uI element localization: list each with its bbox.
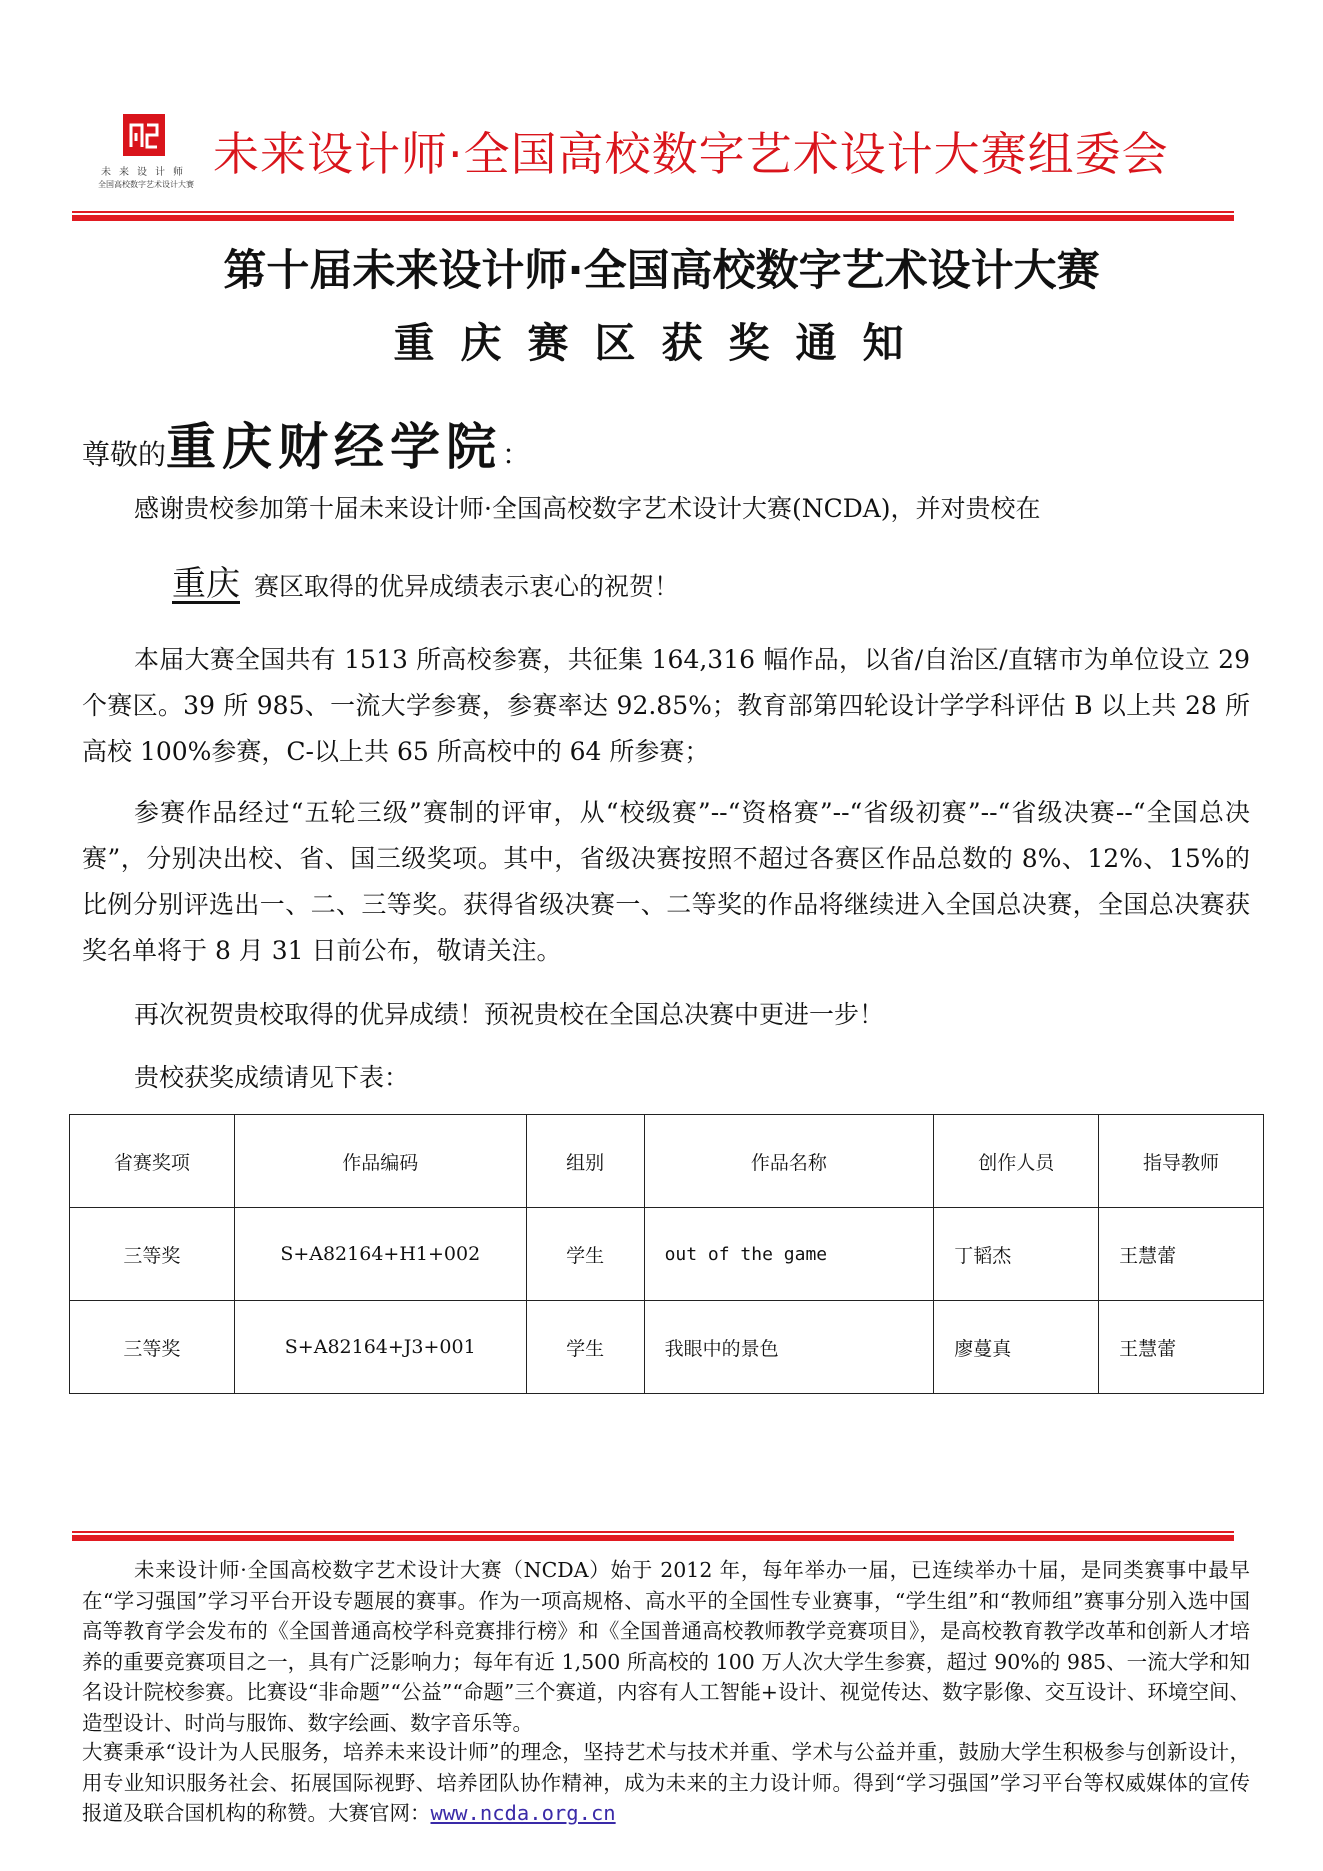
cell-code: S+A82164+H1+002: [234, 1208, 526, 1301]
paragraph-thanks: 感谢贵校参加第十届未来设计师·全国高校数字艺术设计大赛(NCDA)，并对贵校在: [134, 494, 1041, 523]
footer-rule-thick: [72, 1535, 1234, 1541]
header-creator: 创作人员: [934, 1115, 1099, 1208]
footer-mission-text: 大赛秉承“设计为人民服务，培养未来设计师”的理念，坚持艺术与技术并重、学术与公益并重，鼓励大学生积极参与创新设计，用专业知识服务社会、拓展国际视野、培养团队协作精神，成为未来的主力设计师。得到“学习强国”学习平台等权威媒体的宣传报道及联合国机构的称赞。大赛官网：: [82, 1740, 1250, 1825]
notice-title: 第十届未来设计师·全国高校数字艺术设计大赛: [223, 246, 1100, 296]
organizer-title: 未来设计师·全国高校数字艺术设计大赛组委会: [213, 127, 1169, 181]
salutation-suffix: ：: [502, 438, 531, 471]
table-row: [70, 1208, 1264, 1301]
salutation-prefix: 尊敬的: [82, 438, 167, 471]
header-code: 作品编码: [234, 1115, 526, 1208]
header-award: 省赛奖项: [70, 1115, 235, 1208]
paragraph-table-intro: 贵校获奖成绩请见下表：: [134, 1063, 410, 1092]
cell-award: 三等奖: [70, 1208, 235, 1301]
awards-table: [69, 1114, 1264, 1394]
cell-work-title: out of the game: [644, 1208, 934, 1301]
cell-group: 学生: [526, 1301, 644, 1394]
logo: [92, 113, 212, 195]
cell-advisor: 王慧蕾: [1099, 1301, 1264, 1394]
paragraph-wishes: 再次祝贺贵校取得的优异成绩！预祝贵校在全国总决赛中更进一步！: [134, 1000, 885, 1029]
cell-award: 三等奖: [70, 1301, 235, 1394]
header-group: 组别: [526, 1115, 644, 1208]
notice-subtitle: 重庆赛区获奖通知: [393, 319, 930, 367]
salutation: [82, 407, 530, 479]
ncda-logo-icon: [122, 113, 166, 157]
region-name: 重庆: [172, 564, 240, 604]
table-row: [70, 1301, 1264, 1394]
logo-subtitle: 未来设计师: [101, 167, 191, 178]
paragraph-statistics: 本届大赛全国共有 1513 所高校参赛，共征集 164,316 幅作品，以省/自治区/直辖市为单位设立 29 个赛区。39 所 985、一流大学参赛，参赛率达 92.85%；教育部第四轮设计学学科评估 B 以上共 28 所高校 100%参赛，C-以上共 65 所高校中的 64 所参赛；: [82, 645, 1250, 766]
footer-rule-thin: [72, 1531, 1234, 1533]
school-name: 重庆财经学院: [166, 417, 503, 476]
cell-work-title: 我眼中的景色: [644, 1301, 934, 1394]
footer-intro: 未来设计师·全国高校数字艺术设计大赛（NCDA）始于 2012 年，每年举办一届，已连续举办十届，是同类赛事中最早在“学习强国”学习平台开设专题展的赛事。作为一项高规格、高水平的全国性专业赛事，“学生组”和“教师组”赛事分别入选中国高等教育学会发布的《全国普通高校学科竞赛排行榜》和《全国普通高校教师教学竞赛项目》，是高校教育教学改革和创新人才培养的重要竞赛项目之一，具有广泛影响力；每年有近 1,500 所高校的 100 万人次大学生参赛，超过 90%的 985、一流大学和知名设计院校参赛。比赛设“非命题”“公益”“命题”三个赛道，内容有人工智能+设计、视觉传达、数字影像、交互设计、环境空间、造型设计、时尚与服饰、数字绘画、数字音乐等。: [82, 1558, 1250, 1735]
header-advisor: 指导教师: [1099, 1115, 1264, 1208]
cell-advisor: 王慧蕾: [1099, 1208, 1264, 1301]
website-link[interactable]: www.ncda.org.cn: [430, 1801, 616, 1825]
paragraph-rules: 参赛作品经过“五轮三级”赛制的评审，从“校级赛”--“资格赛”--“省级初赛”--“省级决赛--“全国总决赛”，分别决出校、省、国三级奖项。其中，省级决赛按照不超过各赛区作品总数的 8%、12%、15%的比例分别评选出一、二、三等奖。获得省级决赛一、二等奖的作品将继续进入全国总决赛，全国总决赛获奖名单将于 8 月 31 日前公布，敬请关注。: [82, 798, 1250, 965]
cell-code: S+A82164+J3+001: [234, 1301, 526, 1394]
paragraph-congrats: [152, 556, 679, 605]
cell-creator: 丁韬杰: [934, 1208, 1099, 1301]
logo-caption: 全国高校数字艺术设计大赛: [98, 180, 194, 189]
table-header-row: [70, 1115, 1264, 1208]
header-work-title: 作品名称: [644, 1115, 934, 1208]
header-rule-thin: [72, 211, 1234, 213]
cell-group: 学生: [526, 1208, 644, 1301]
footer-mission: [82, 1737, 1250, 1829]
header-rule-thick: [72, 215, 1234, 221]
cell-creator: 廖蔓真: [934, 1301, 1099, 1394]
congrats-text: 赛区取得的优异成绩表示衷心的祝贺！: [254, 572, 680, 601]
